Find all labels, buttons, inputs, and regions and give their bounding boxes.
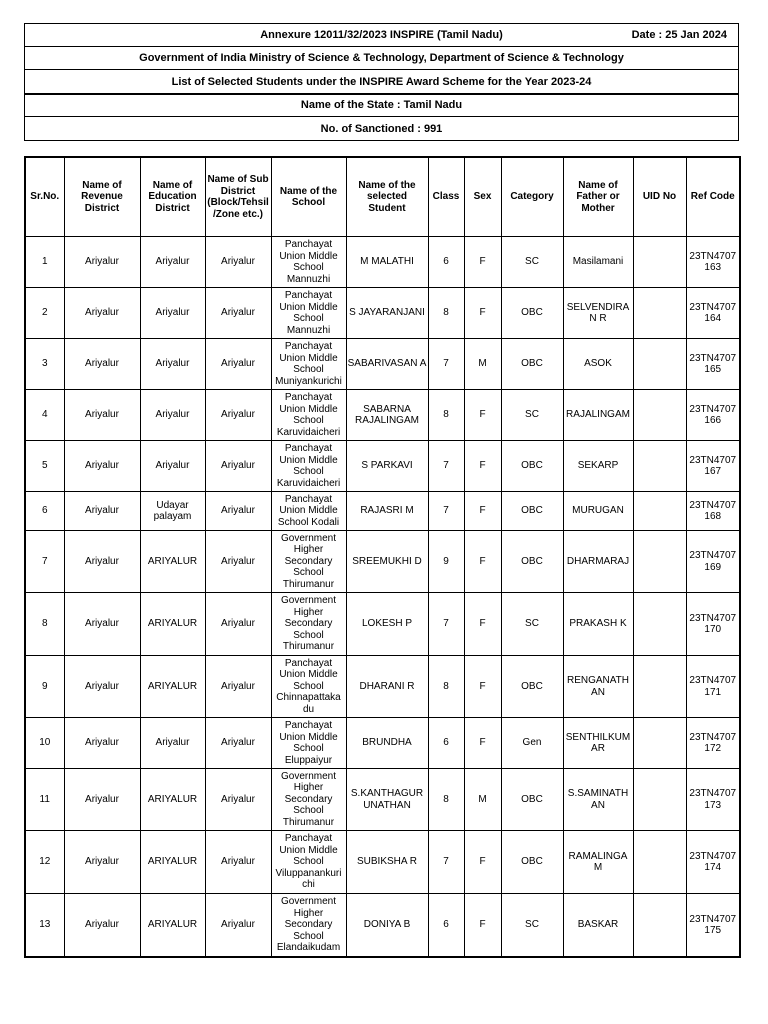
cell-student: RAJASRI M [346,492,428,531]
cell-school: Government Higher Secondary School Thirumanur [271,531,346,593]
students-table [24,156,741,958]
cell-revenue-district: Ariyalur [64,441,140,492]
table-row [25,718,740,769]
cell-ref-code: 23TN4707 170 [686,593,740,656]
cell-revenue-district: Ariyalur [64,656,140,718]
cell-uid [633,492,686,531]
cell-ref-code: 23TN4707 165 [686,339,740,390]
state-name: Name of the State : Tamil Nadu [300,99,463,111]
cell-parent: DHARMARAJ [563,531,633,593]
cell-student: M MALATHI [346,237,428,288]
cell-sex: F [464,593,501,656]
cell-revenue-district: Ariyalur [64,769,140,831]
cell-sub-district: Ariyalur [205,593,271,656]
cell-class: 8 [428,288,464,339]
cell-class: 8 [428,390,464,441]
cell-education-district: Ariyalur [140,339,205,390]
cell-class: 8 [428,656,464,718]
cell-sr-no: 4 [25,390,64,441]
cell-sex: F [464,492,501,531]
cell-parent: S.SAMINATH AN [563,769,633,831]
cell-category: OBC [501,531,563,593]
cell-student: SABARNA RAJALINGAM [346,390,428,441]
cell-category: OBC [501,441,563,492]
cell-uid [633,441,686,492]
cell-category: OBC [501,492,563,531]
cell-uid [633,718,686,769]
cell-student: SREEMUKHI D [346,531,428,593]
cell-student: S JAYARANJANI [346,288,428,339]
cell-parent: SELVENDIRA N R [563,288,633,339]
cell-category: SC [501,593,563,656]
cell-parent: PRAKASH K [563,593,633,656]
cell-student: DHARANI R [346,656,428,718]
cell-sr-no: 8 [25,593,64,656]
col-class: Class [428,157,464,237]
col-education-district: Name of Education District [140,157,205,237]
cell-revenue-district: Ariyalur [64,831,140,894]
cell-ref-code: 23TN4707 171 [686,656,740,718]
cell-parent: RENGANATH AN [563,656,633,718]
cell-ref-code: 23TN4707 174 [686,831,740,894]
cell-uid [633,769,686,831]
cell-sr-no: 6 [25,492,64,531]
table-row [25,492,740,531]
col-sub-district: Name of Sub District (Block/Tehsil/Zone etc.) [205,157,271,237]
cell-class: 7 [428,593,464,656]
cell-sr-no: 12 [25,831,64,894]
table-row [25,656,740,718]
cell-sub-district: Ariyalur [205,339,271,390]
cell-parent: SENTHILKUM AR [563,718,633,769]
col-parent: Name of Father or Mother [563,157,633,237]
sanctioned-count: No. of Sanctioned : 991 [320,122,443,135]
table-row [25,288,740,339]
cell-sex: F [464,288,501,339]
cell-school: Panchayat Union Middle School Chinnapattaka du [271,656,346,718]
cell-sr-no: 11 [25,769,64,831]
cell-sr-no: 1 [25,237,64,288]
cell-class: 7 [428,831,464,894]
cell-class: 7 [428,492,464,531]
cell-uid [633,831,686,894]
cell-category: SC [501,390,563,441]
cell-sub-district: Ariyalur [205,894,271,958]
cell-sr-no: 9 [25,656,64,718]
table-row [25,237,740,288]
annexure-row [25,24,738,47]
cell-sex: F [464,656,501,718]
cell-ref-code: 23TN4707 173 [686,769,740,831]
table-row [25,441,740,492]
table-row [25,894,740,958]
cell-education-district: ARIYALUR [140,656,205,718]
col-school: Name of the School [271,157,346,237]
table-header-row [25,157,740,237]
list-title-row [25,70,738,94]
col-ref-code: Ref Code [686,157,740,237]
cell-sex: F [464,718,501,769]
cell-school: Panchayat Union Middle School Kodali [271,492,346,531]
cell-class: 6 [428,718,464,769]
cell-sub-district: Ariyalur [205,237,271,288]
cell-school: Panchayat Union Middle School Eluppaiyur [271,718,346,769]
cell-revenue-district: Ariyalur [64,593,140,656]
cell-sex: M [464,339,501,390]
cell-ref-code: 23TN4707 167 [686,441,740,492]
cell-sex: M [464,769,501,831]
ministry-title: Government of India Ministry of Science & Technology, Department of Science & Technology [139,52,624,64]
annexure-title: Annexure 12011/32/2023 INSPIRE (Tamil Nadu) [260,29,503,41]
cell-sr-no: 3 [25,339,64,390]
cell-uid [633,339,686,390]
cell-sex: F [464,441,501,492]
cell-student: S PARKAVI [346,441,428,492]
table-row [25,531,740,593]
cell-parent: MURUGAN [563,492,633,531]
col-student: Name of the selected Student [346,157,428,237]
cell-revenue-district: Ariyalur [64,531,140,593]
cell-category: Gen [501,718,563,769]
cell-class: 7 [428,339,464,390]
cell-revenue-district: Ariyalur [64,339,140,390]
cell-sex: F [464,237,501,288]
cell-category: OBC [501,288,563,339]
cell-category: SC [501,237,563,288]
ministry-row [25,47,738,70]
cell-parent: RAMALINGA M [563,831,633,894]
list-title: List of Selected Students under the INSPIRE Award Scheme for the Year 2023-24 [171,76,592,88]
cell-sub-district: Ariyalur [205,441,271,492]
cell-ref-code: 23TN4707 164 [686,288,740,339]
cell-sub-district: Ariyalur [205,769,271,831]
table-row [25,831,740,894]
cell-school: Panchayat Union Middle School Viluppanankuri chi [271,831,346,894]
cell-ref-code: 23TN4707 168 [686,492,740,531]
cell-sub-district: Ariyalur [205,390,271,441]
cell-sr-no: 13 [25,894,64,958]
col-revenue-district: Name of Revenue District [64,157,140,237]
cell-uid [633,237,686,288]
cell-ref-code: 23TN4707 169 [686,531,740,593]
table-row [25,769,740,831]
cell-education-district: ARIYALUR [140,894,205,958]
col-sex: Sex [464,157,501,237]
cell-school: Panchayat Union Middle School Mannuzhi [271,288,346,339]
table-row [25,593,740,656]
cell-education-district: Ariyalur [140,441,205,492]
cell-sex: F [464,531,501,593]
cell-uid [633,390,686,441]
cell-sub-district: Ariyalur [205,656,271,718]
cell-uid [633,531,686,593]
document-header [24,23,739,95]
cell-class: 6 [428,237,464,288]
cell-revenue-district: Ariyalur [64,894,140,958]
cell-school: Panchayat Union Middle School Muniyankurichi [271,339,346,390]
cell-parent: SEKARP [563,441,633,492]
cell-education-district: ARIYALUR [140,593,205,656]
cell-student: SUBIKSHA R [346,831,428,894]
cell-student: S.KANTHAGUR UNATHAN [346,769,428,831]
cell-revenue-district: Ariyalur [64,237,140,288]
cell-parent: RAJALINGAM [563,390,633,441]
cell-education-district: ARIYALUR [140,831,205,894]
cell-sex: F [464,390,501,441]
col-uid: UID No [633,157,686,237]
cell-sr-no: 5 [25,441,64,492]
document-date: Date : 25 Jan 2024 [631,29,727,41]
cell-category: SC [501,894,563,958]
cell-sr-no: 10 [25,718,64,769]
cell-sub-district: Ariyalur [205,492,271,531]
cell-uid [633,593,686,656]
cell-education-district: Ariyalur [140,288,205,339]
cell-parent: ASOK [563,339,633,390]
cell-uid [633,656,686,718]
cell-education-district: Ariyalur [140,237,205,288]
cell-revenue-district: Ariyalur [64,492,140,531]
cell-school: Government Higher Secondary School Thirumanur [271,593,346,656]
cell-student: SABARIVASAN A [346,339,428,390]
cell-class: 6 [428,894,464,958]
cell-category: OBC [501,656,563,718]
cell-ref-code: 23TN4707 172 [686,718,740,769]
cell-parent: Masilamani [563,237,633,288]
table-row [25,390,740,441]
cell-student: LOKESH P [346,593,428,656]
cell-category: OBC [501,831,563,894]
cell-education-district: ARIYALUR [140,531,205,593]
col-category: Category [501,157,563,237]
cell-uid [633,894,686,958]
state-row [25,94,738,117]
cell-revenue-district: Ariyalur [64,288,140,339]
cell-uid [633,288,686,339]
cell-student: DONIYA B [346,894,428,958]
cell-education-district: ARIYALUR [140,769,205,831]
cell-category: OBC [501,339,563,390]
cell-sr-no: 2 [25,288,64,339]
cell-ref-code: 23TN4707 166 [686,390,740,441]
cell-sub-district: Ariyalur [205,718,271,769]
cell-education-district: Udayar palayam [140,492,205,531]
cell-ref-code: 23TN4707 175 [686,894,740,958]
cell-school: Panchayat Union Middle School Mannuzhi [271,237,346,288]
cell-category: OBC [501,769,563,831]
cell-school: Panchayat Union Middle School Karuvidaicheri [271,390,346,441]
cell-school: Government Higher Secondary School Elandaikudam [271,894,346,958]
cell-education-district: Ariyalur [140,718,205,769]
cell-sex: F [464,831,501,894]
cell-sub-district: Ariyalur [205,288,271,339]
cell-sub-district: Ariyalur [205,531,271,593]
state-header [24,93,739,141]
cell-school: Government Higher Secondary School Thirumanur [271,769,346,831]
cell-school: Panchayat Union Middle School Karuvidaicheri [271,441,346,492]
cell-parent: BASKAR [563,894,633,958]
cell-ref-code: 23TN4707 163 [686,237,740,288]
cell-class: 9 [428,531,464,593]
sanctioned-row [25,117,738,140]
cell-education-district: Ariyalur [140,390,205,441]
cell-class: 8 [428,769,464,831]
cell-sex: F [464,894,501,958]
cell-class: 7 [428,441,464,492]
cell-sr-no: 7 [25,531,64,593]
col-sr-no: Sr.No. [25,157,64,237]
cell-revenue-district: Ariyalur [64,390,140,441]
table-row [25,339,740,390]
cell-student: BRUNDHA [346,718,428,769]
cell-revenue-district: Ariyalur [64,718,140,769]
cell-sub-district: Ariyalur [205,831,271,894]
